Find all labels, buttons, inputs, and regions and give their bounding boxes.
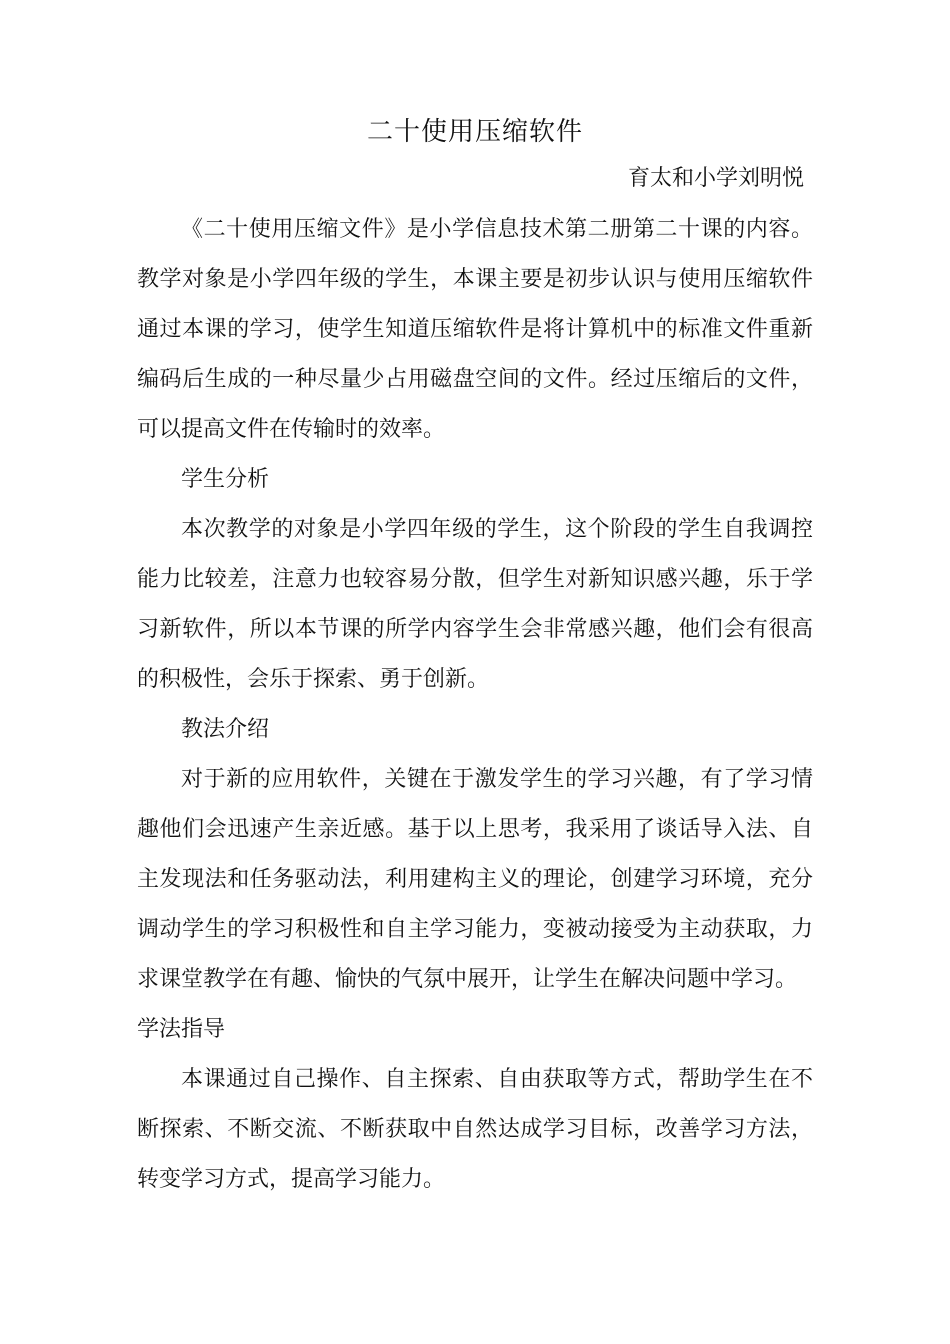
teaching-method-heading: 教法介绍 [181,717,270,742]
document-author: 育太和小学刘明悦 [627,166,804,191]
student-analysis-paragraph: 本次教学的对象是小学四年级的学生，这个阶段的学生自我调控能力比较差，注意力也较容易分散，但学生对新知识感兴趣，乐于学习新软件，所以本节课的所学内容学生会非常感兴趣，他们会有很高的积极性，会乐于探索、勇于创新。 [137,517,813,692]
document-body [137,205,813,1205]
document-title: 二十使用压缩软件 [366,117,583,147]
teaching-method-paragraph: 对于新的应用软件，关键在于激发学生的学习兴趣，有了学习情趣他们会迅速产生亲近感。基于以上思考，我采用了谈话导入法、自主发现法和任务驱动法，利用建构主义的理论，创建学习环境，充分调动学生的学习积极性和自主学习能力，变被动接受为主动获取，力求课堂教学在有趣、愉快的气氛中展开，让学生在解决问题中学习。 [137,767,813,992]
student-analysis-heading: 学生分析 [181,467,270,492]
intro-paragraph: 《二十使用压缩文件》是小学信息技术第二册第二十课的内容。教学对象是小学四年级的学生，本课主要是初步认识与使用压缩软件通过本课的学习，使学生知道压缩软件是将计算机中的标准文件重新编码后生成的一种尽量少占用磁盘空间的文件。经过压缩后的文件，可以提高文件在传输时的效率。 [137,217,813,442]
learning-guide-heading: 学法指导 [137,1017,226,1042]
learning-guide-paragraph: 本课通过自己操作、自主探索、自由获取等方式，帮助学生在不断探索、不断交流、不断获取中自然达成学习目标，改善学习方法，转变学习方式，提高学习能力。 [137,1067,813,1192]
